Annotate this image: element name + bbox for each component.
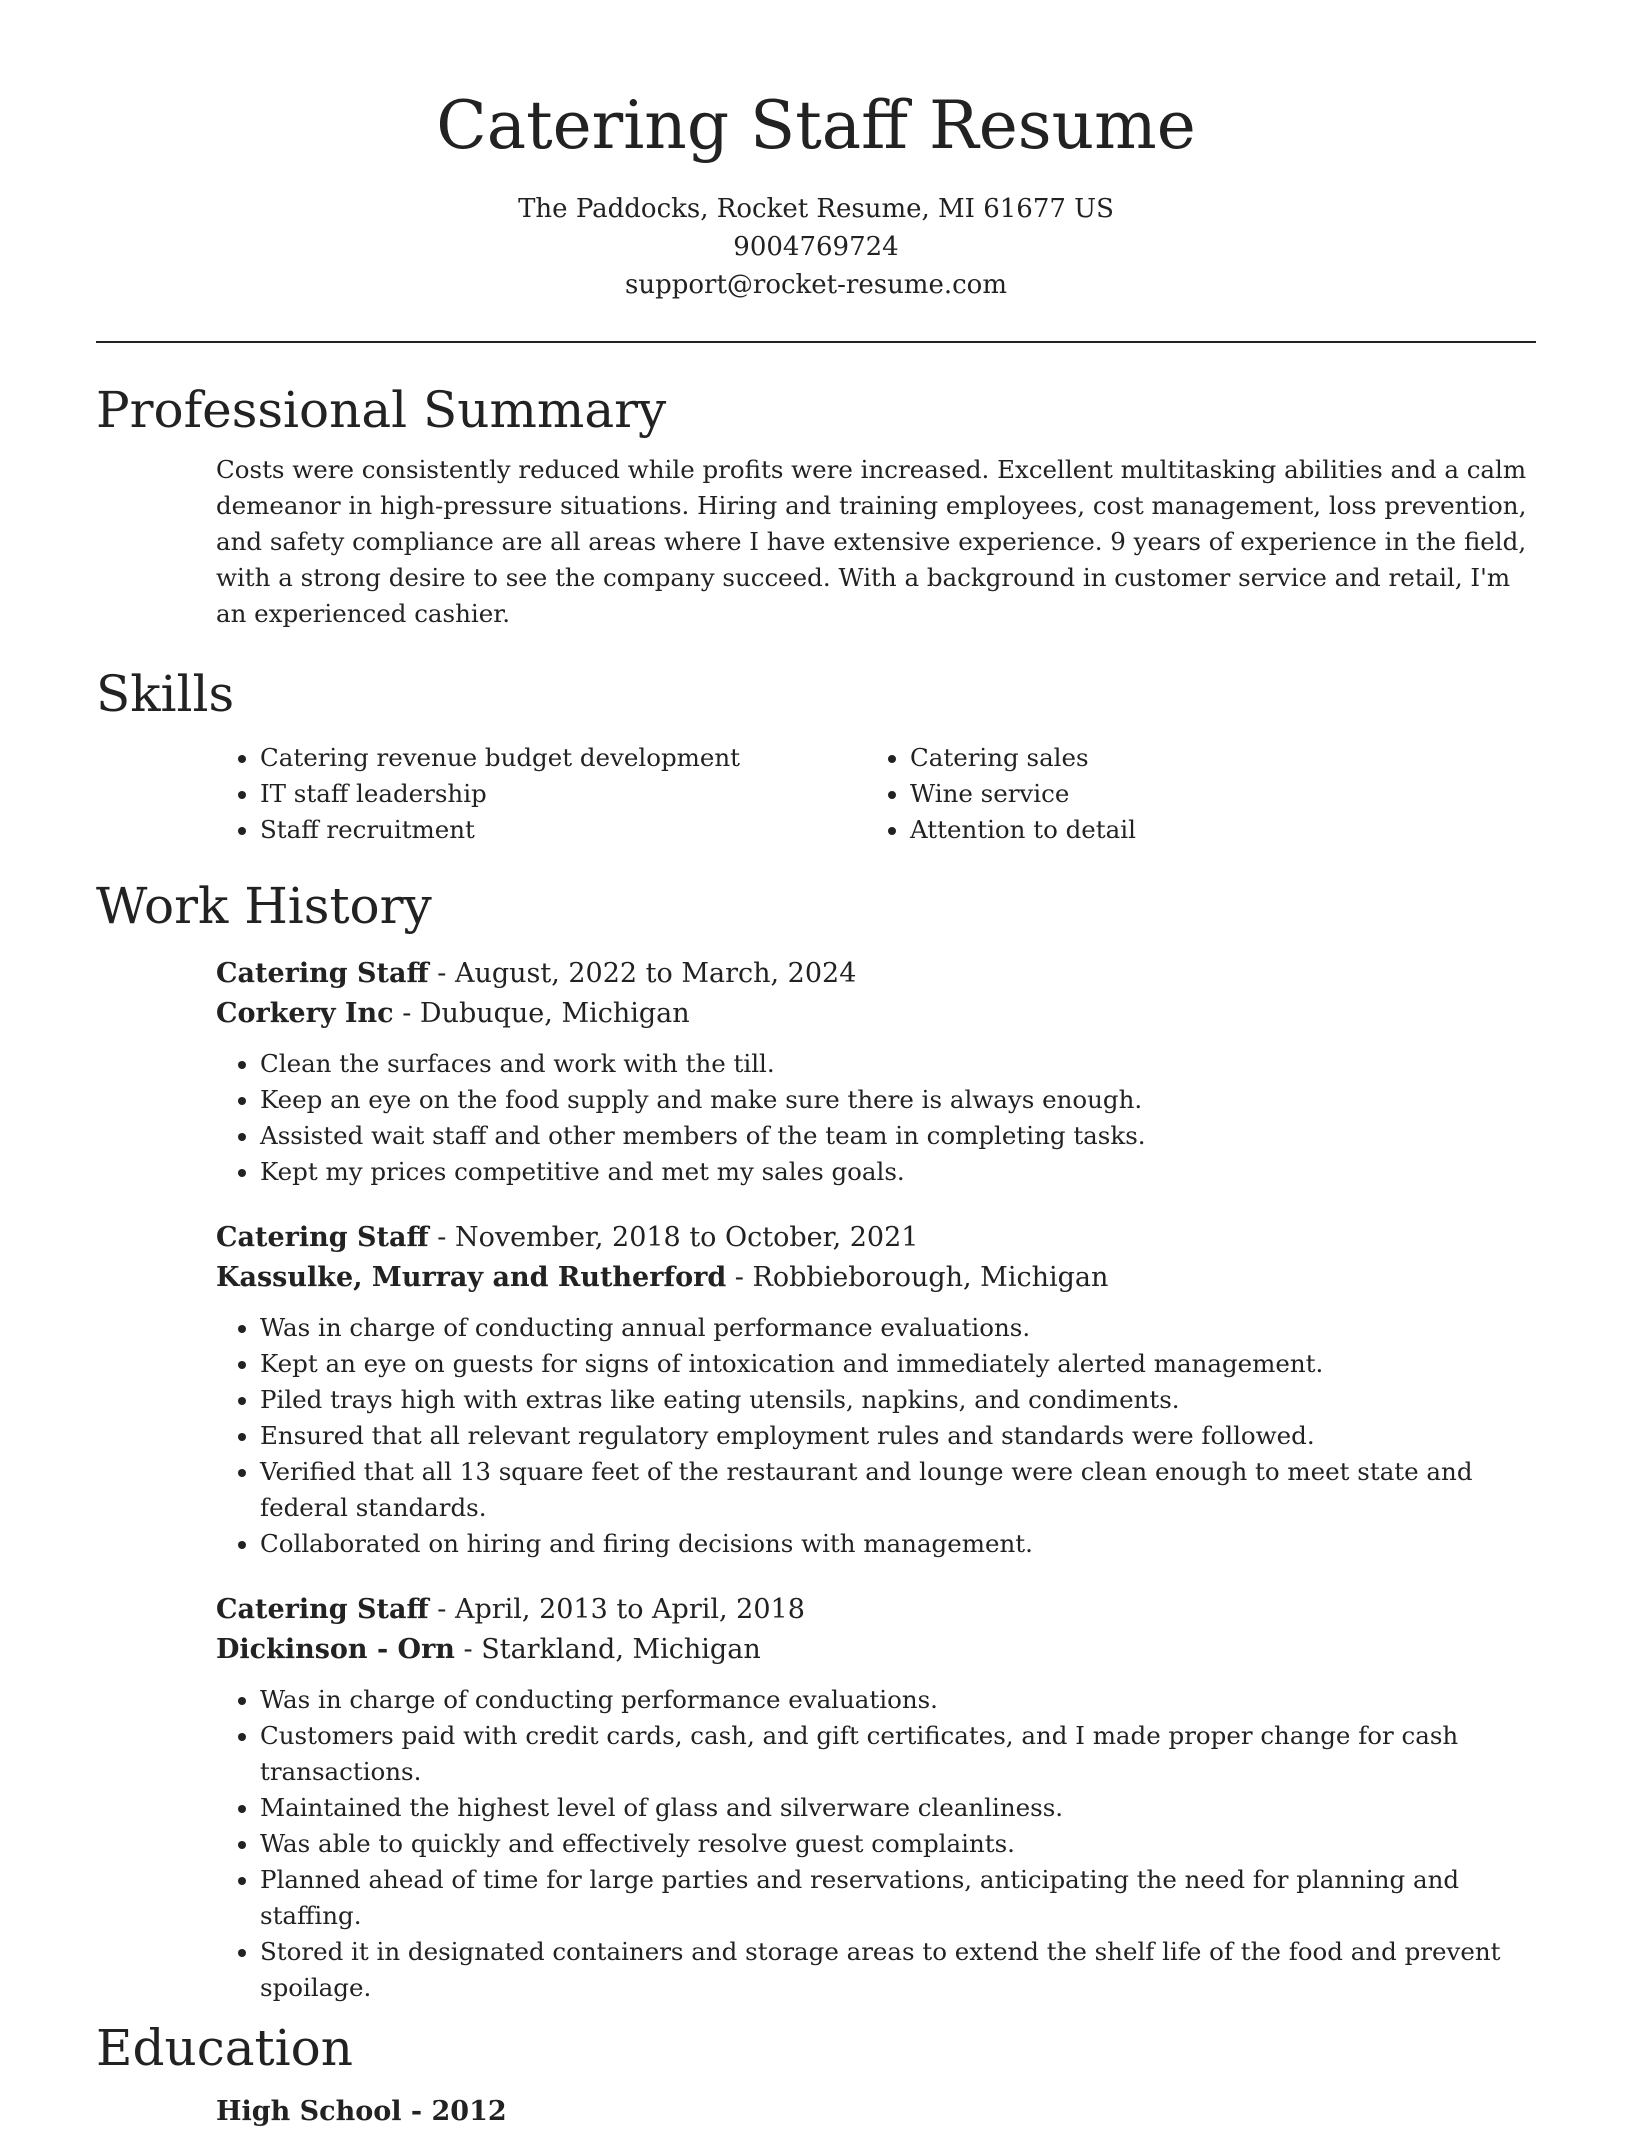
skills-section [96, 664, 1536, 848]
education-section [96, 2018, 1536, 2132]
job-company-line [216, 1630, 1536, 1670]
job-bullet: • Customers paid with credit cards, cash, and gift certificates, and I made proper change for cash transactions. [260, 1718, 1536, 1790]
contact-email: support@rocket-resume.com [624, 270, 1007, 300]
job-bullet: • Assisted wait staff and other members of the team in completing tasks. [260, 1118, 1536, 1154]
job-company: Corkery Inc [216, 998, 394, 1029]
job-bullet: • Maintained the highest level of glass and silverware cleanliness. [260, 1790, 1536, 1826]
job-bullet: • Keep an eye on the food supply and make sure there is always enough. [260, 1082, 1536, 1118]
summary-section [96, 380, 1536, 632]
job-bullet: • Piled trays high with extras like eating utensils, napkins, and condiments. [260, 1382, 1536, 1418]
job-role: Catering Staff [216, 1222, 429, 1253]
job-location: - Starkland, Michigan [454, 1634, 761, 1665]
job-dates: - August, 2022 to March, 2024 [428, 958, 857, 989]
job-bullet: • Was able to quickly and effectively resolve guest complaints. [260, 1826, 1536, 1862]
job-entry [216, 954, 1536, 1190]
education-entry: High School - 2012 [216, 2096, 507, 2127]
job-bullet: • Stored it in designated containers and storage areas to extend the shelf life of the food and prevent spoilage. [260, 1934, 1536, 2006]
skills-column-right [866, 740, 1516, 848]
skill-item: • Catering revenue budget development [260, 740, 866, 776]
job-entry [216, 1218, 1536, 1562]
job-company: Kassulke, Murray and Rutherford [216, 1262, 727, 1293]
job-company-line [216, 994, 1536, 1034]
job-bullets [216, 1682, 1536, 2006]
job-title-line [216, 954, 1536, 994]
skills-column-left [216, 740, 866, 848]
skill-item: • Attention to detail [910, 812, 1516, 848]
education-heading: Education [96, 2019, 353, 2077]
header-divider [96, 341, 1536, 343]
job-bullet: • Clean the surfaces and work with the till. [260, 1046, 1536, 1082]
job-location: - Robbieborough, Michigan [726, 1262, 1109, 1293]
job-bullet: • Was in charge of conducting annual performance evaluations. [260, 1310, 1536, 1346]
skills-list-left [216, 740, 866, 848]
job-dates: - November, 2018 to October, 2021 [428, 1222, 919, 1253]
job-company: Dickinson - Orn [216, 1634, 455, 1665]
job-bullet: • Planned ahead of time for large parties and reservations, anticipating the need for planning and staffing. [260, 1862, 1536, 1934]
contact-address: The Paddocks, Rocket Resume, MI 61677 US [518, 194, 1114, 224]
job-role: Catering Staff [216, 1594, 429, 1625]
job-bullets [216, 1310, 1536, 1562]
summary-heading: Professional Summary [96, 381, 667, 439]
job-entry [216, 1590, 1536, 2006]
job-dates: - April, 2013 to April, 2018 [428, 1594, 805, 1625]
resume-title: Catering Staff Resume [436, 87, 1196, 164]
job-location: - Dubuque, Michigan [393, 998, 690, 1029]
job-bullets [216, 1046, 1536, 1190]
job-bullet: • Kept my prices competitive and met my sales goals. [260, 1154, 1536, 1190]
contact-phone: 9004769724 [733, 232, 899, 262]
job-role: Catering Staff [216, 958, 429, 989]
job-bullet: • Collaborated on hiring and firing decisions with management. [260, 1526, 1536, 1562]
job-title-line [216, 1590, 1536, 1630]
job-bullet: • Verified that all 13 square feet of the restaurant and lounge were clean enough to meet state and federal standards. [260, 1454, 1536, 1526]
skills-heading: Skills [96, 665, 235, 723]
skills-list-right [866, 740, 1516, 848]
skill-item: • Staff recruitment [260, 812, 866, 848]
contact-block [0, 190, 1632, 304]
job-title-line [216, 1218, 1536, 1258]
job-bullet: • Ensured that all relevant regulatory employment rules and standards were followed. [260, 1418, 1536, 1454]
skill-item: • Wine service [910, 776, 1516, 812]
work-history-section [96, 876, 1536, 2006]
skill-item: • Catering sales [910, 740, 1516, 776]
work-history-heading: Work History [96, 877, 432, 935]
job-bullet: • Kept an eye on guests for signs of intoxication and immediately alerted management. [260, 1346, 1536, 1382]
skill-item: • IT staff leadership [260, 776, 866, 812]
skills-grid [216, 740, 1536, 848]
job-bullet: • Was in charge of conducting performance evaluations. [260, 1682, 1536, 1718]
resume-header [0, 0, 1632, 304]
summary-text: Costs were consistently reduced while profits were increased. Excellent multitasking abilities and a calm demeanor in high-pressure situations. Hiring and training employees, cost management, loss prevention, and safety compliance are all areas where I have extensive experience. 9 years of experience in the field, with a strong desire to see the company succeed. With a background in customer service and retail, I'm an experienced cashier. [216, 455, 1527, 628]
job-company-line [216, 1258, 1536, 1298]
